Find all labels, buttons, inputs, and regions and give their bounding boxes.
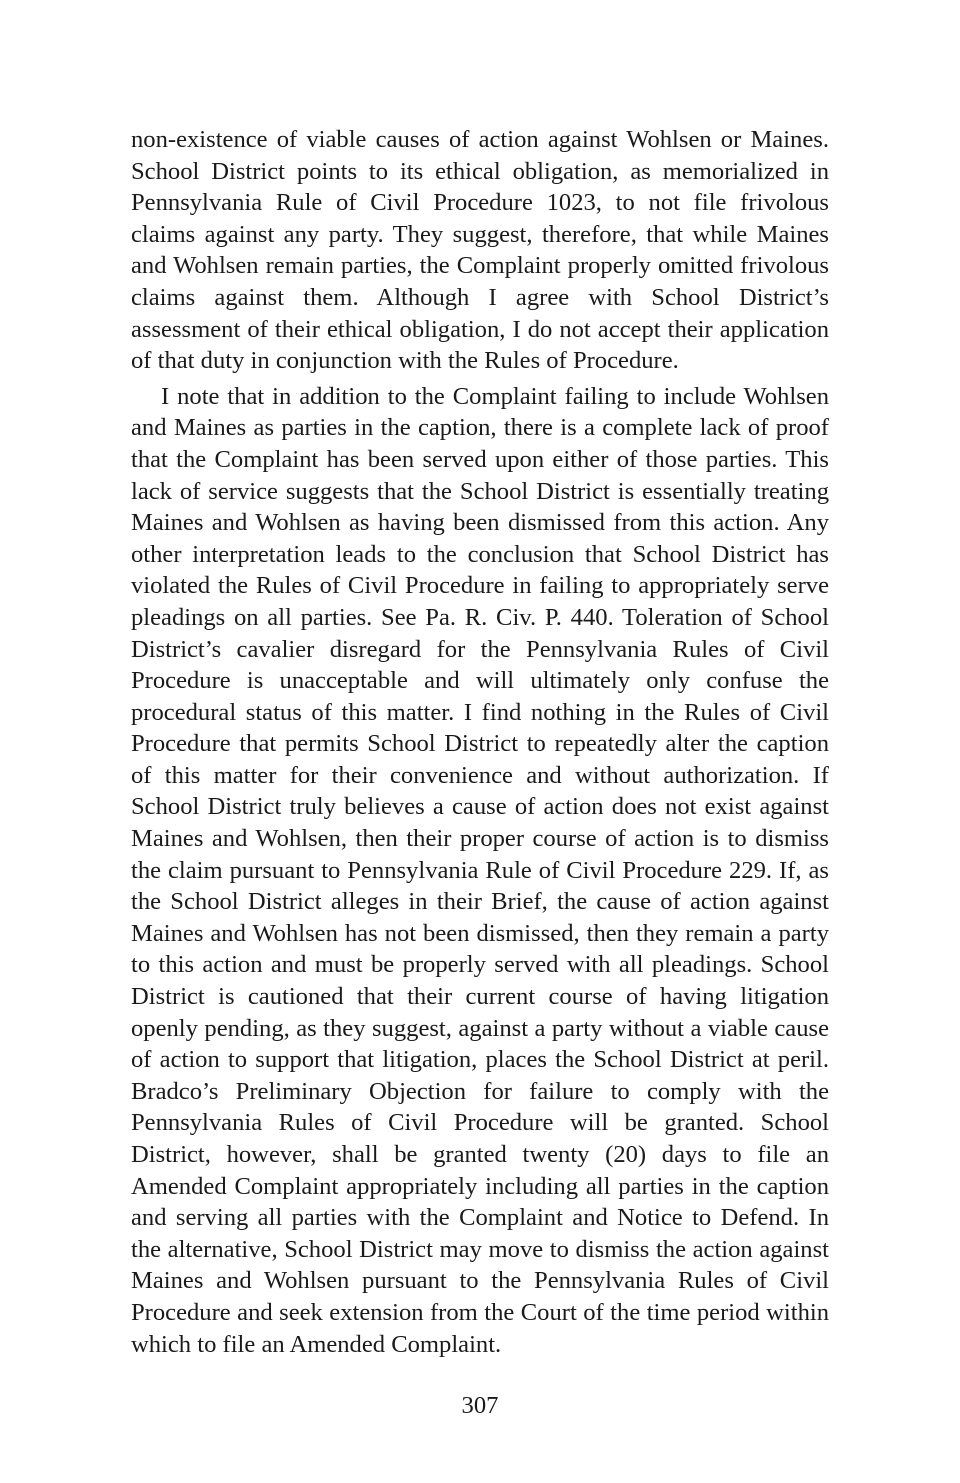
- paragraph-continuation: non-existence of viable causes of action against Wohlsen or Maines. School District points to its ethical obligation, as memorialized in Pennsylvania Rule of Civil Procedure 1023, to not file frivolous claims against any party. They suggest, therefore, that while Maines and Wohlsen remain parties, the Complaint properly omitted frivolous claims against them. Although I agree with School District’s assessment of their ethical obligation, I do not accept their application of that duty in conjunction with the Rules of Procedure.: [131, 126, 829, 375]
- page-number: 307: [461, 1392, 499, 1419]
- document-body: [131, 124, 829, 1360]
- paragraph-service-analysis: I note that in addition to the Complaint failing to include Wohlsen and Maines as parties in the caption, there is a complete lack of proof that the Complaint has been served upon either of those parties. This lack of service suggests that the School District is essentially treating Maines and Wohlsen as having been dismissed from this action. Any other interpretation leads to the conclusion that School District has violated the Rules of Civil Procedure in failing to appropriately serve pleadings on all parties. See Pa. R. Civ. P. 440. Toleration of School District’s cavalier disregard for the Pennsylvania Rules of Civil Procedure is unacceptable and will ultimately only confuse the procedural status of this matter. I find nothing in the Rules of Civil Procedure that permits School District to repeatedly alter the caption of this matter for their convenience and without authorization. If School District truly believes a cause of action does not exist against Maines and Wohlsen, then their proper course of action is to dismiss the claim pursuant to Pennsylvania Rule of Civil Procedure 229. If, as the School District alleges in their Brief, the cause of action against Maines and Wohlsen has not been dismissed, then they remain a party to this action and must be properly served with all pleadings. School District is cautioned that their current course of having litigation openly pending, as they suggest, against a party without a viable cause of action to support that litigation, places the School District at peril. Bradco’s Preliminary Objection for failure to comply with the Pennsylvania Rules of Civil Procedure will be granted. School District, however, shall be granted twenty (20) days to file an Amended Complaint appropriately including all parties in the caption and serving all parties with the Complaint and Notice to Defend. In the alternative, School District may move to dismiss the action against Maines and Wohlsen pursuant to the Pennsylvania Rules of Civil Procedure and seek extension from the Court of the time period within which to file an Amended Complaint.: [131, 382, 829, 1358]
